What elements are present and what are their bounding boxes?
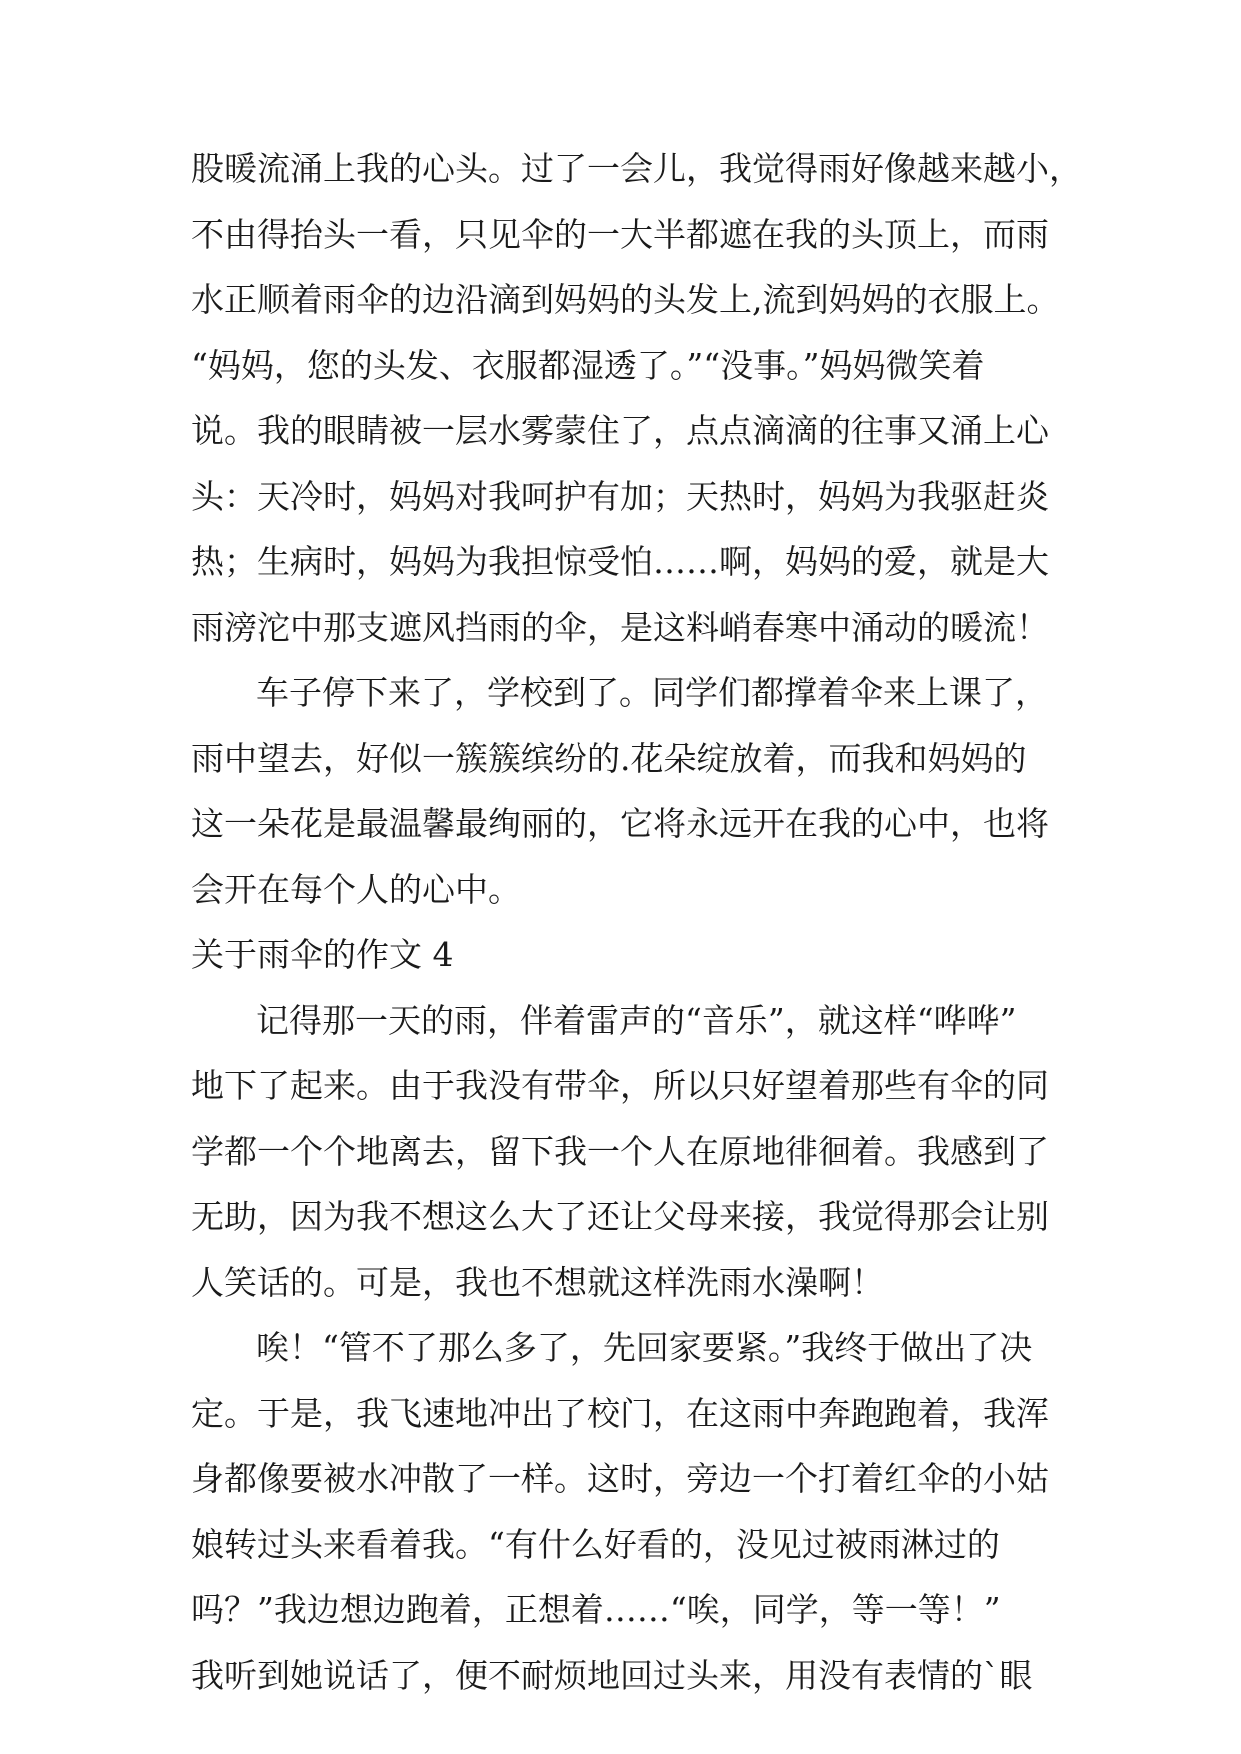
text-line: 雨滂沱中那支遮风挡雨的伞，是这料峭春寒中涌动的暖流！ — [191, 608, 1049, 647]
paragraph-start-line: 记得那一天的雨，伴着雷声的“音乐”，就这样“哗哗” — [256, 1001, 1017, 1040]
text-line: 股暖流涌上我的心头。过了一会儿，我觉得雨好像越来越小， — [191, 149, 1082, 188]
paragraph-start-line: 唉！“管不了那么多了，先回家要紧。”我终于做出了决 — [256, 1328, 1033, 1367]
text-line: 不由得抬头一看，只见伞的一大半都遮在我的头顶上，而雨 — [191, 215, 1049, 254]
text-line: 热；生病时，妈妈为我担惊受怕……啊，妈妈的爱，就是大 — [191, 542, 1049, 581]
text-line: 我听到她说话了，便不耐烦地回过头来，用没有表情的`眼 — [191, 1656, 1033, 1695]
paragraph-start-line: 车子停下来了，学校到了。同学们都撑着伞来上课了， — [256, 673, 1048, 712]
text-line: 娘转过头来看着我。“有什么好看的，没见过被雨淋过的 — [191, 1525, 1000, 1564]
text-line: 说。我的眼睛被一层水雾蒙住了，点点滴滴的往事又涌上心 — [191, 411, 1049, 450]
text-line: 雨中望去，好似一簇簇缤纷的.花朵绽放着，而我和妈妈的 — [191, 739, 1027, 778]
text-line: 学都一个个地离去，留下我一个人在原地徘徊着。我感到了 — [191, 1132, 1049, 1171]
text-line: 头：天冷时，妈妈对我呵护有加；天热时，妈妈为我驱赶炎 — [191, 477, 1049, 516]
text-line: 水正顺着雨伞的边沿滴到妈妈的头发上,流到妈妈的衣服上。 — [191, 280, 1060, 319]
text-line: “妈妈，您的头发、衣服都湿透了。”“没事。”妈妈微笑着 — [191, 346, 985, 385]
text-line: 无助，因为我不想这么大了还让父母来接，我觉得那会让别 — [191, 1197, 1049, 1236]
text-line: 身都像要被水冲散了一样。这时，旁边一个打着红伞的小姑 — [191, 1459, 1049, 1498]
text-line: 会开在每个人的心中。 — [191, 870, 521, 909]
text-line: 人笑话的。可是，我也不想就这样洗雨水澡啊！ — [191, 1263, 884, 1302]
text-line: 地下了起来。由于我没有带伞，所以只好望着那些有伞的同 — [191, 1066, 1049, 1105]
text-line: 定。于是，我飞速地冲出了校门，在这雨中奔跑跑着，我浑 — [191, 1394, 1049, 1433]
text-line: 吗？”我边想边跑着，正想着……“唉，同学，等一等！” — [191, 1590, 1001, 1629]
text-line: 这一朵花是最温馨最绚丽的，它将永远开在我的心中，也将 — [191, 804, 1049, 843]
section-heading: 关于雨伞的作文 4 — [191, 935, 454, 974]
